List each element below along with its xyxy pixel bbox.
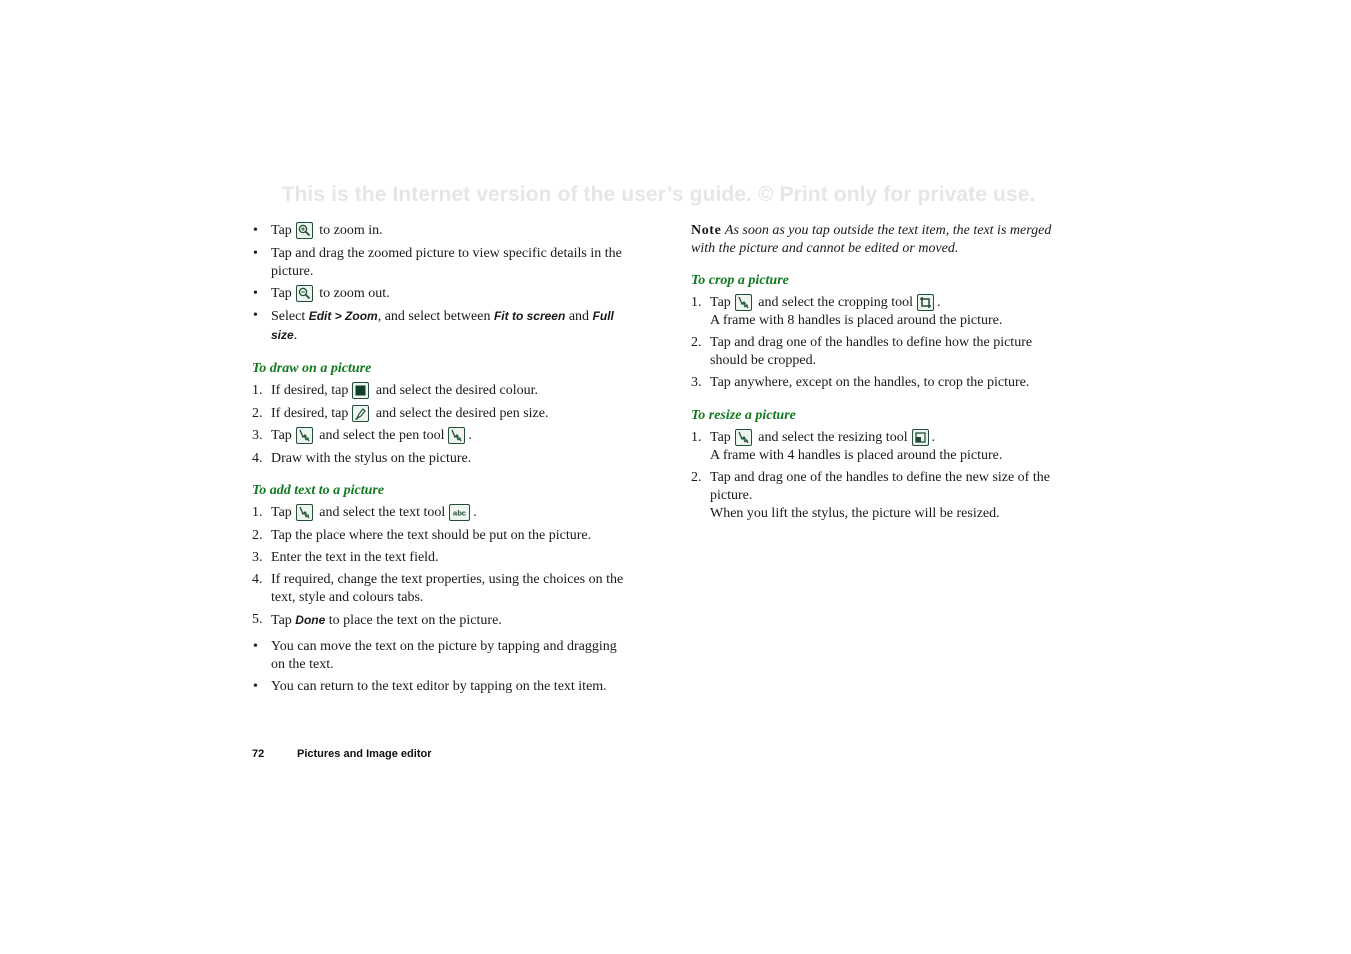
crop-steps	[691, 294, 1063, 396]
heading-resize: To resize a picture	[691, 408, 796, 423]
list-item: 3. Enter the text in the text field.	[252, 550, 439, 565]
tools-icon	[296, 427, 313, 444]
tools-icon	[296, 504, 313, 521]
tools-icon	[735, 429, 752, 446]
resize-tool-icon	[912, 429, 929, 446]
menu-path-edit-zoom: Edit > Zoom	[308, 309, 378, 323]
list-item: • Select Edit > Zoom, and select between Fit to screen and Full size.	[253, 308, 614, 343]
list-item: 3. Tap and select the pen tool .	[252, 428, 472, 443]
list-item: 1. Tap and select the text tool abc .	[252, 505, 477, 520]
page-footer	[252, 745, 432, 763]
list-item: 2. Tap and drag one of the handles to define the new size of the picture. When you lift the stylus, the picture will be resized.	[691, 470, 1050, 521]
watermark: This is the Internet version of the user’s guide. © Print only for private use.	[281, 183, 1036, 206]
list-item: 1. Tap and select the resizing tool . A frame with 4 handles is placed around the picture.	[691, 430, 1003, 463]
section-title: Pictures and Image editor	[297, 748, 432, 760]
list-item: • You can return to the text editor by tapping on the text item.	[253, 679, 607, 694]
crop-tool-icon	[917, 294, 934, 311]
pen-size-icon	[352, 405, 369, 422]
zoom-list	[252, 222, 624, 343]
left-column	[252, 222, 624, 696]
list-item: 4. Draw with the stylus on the picture.	[252, 451, 472, 466]
page-number: 72	[252, 748, 265, 760]
zoom-out-icon	[296, 285, 313, 302]
option-fit-to-screen: Fit to screen	[493, 309, 566, 323]
list-item: 1. Tap and select the cropping tool . A frame with 8 handles is placed around the picture.	[691, 295, 1003, 328]
heading-crop: To crop a picture	[691, 273, 789, 288]
list-item: • Tap and drag the zoomed picture to view specific details in the picture.	[253, 246, 622, 279]
zoom-in-icon	[296, 222, 313, 239]
list-item: 2. Tap and drag one of the handles to define how the picture should be cropped.	[691, 335, 1033, 368]
done-command: Done	[295, 613, 326, 627]
list-item: 2. Tap the place where the text should be put on the picture.	[252, 528, 592, 543]
right-column	[691, 222, 1063, 523]
list-item: 2. If desired, tap and select the desired pen size.	[252, 406, 549, 421]
note-label: Note	[691, 223, 722, 238]
text-steps	[252, 504, 624, 638]
text-tool-icon	[449, 504, 470, 521]
list-item: 4. If required, change the text properties, using the choices on the text, style and colours tabs.	[252, 572, 624, 605]
list-item: 1. If desired, tap and select the desired colour.	[252, 383, 538, 398]
svg-text:abc: abc	[453, 508, 467, 518]
pen-tool-icon	[448, 427, 465, 444]
note-text: As soon as you tap outside the text item, the text is merged with the picture and cannot be edited or moved.	[691, 223, 1052, 256]
list-item: • Tap to zoom in.	[253, 223, 383, 238]
tools-icon	[735, 294, 752, 311]
colour-icon	[352, 382, 369, 399]
list-item: 5. Tap Done to place the text on the picture.	[252, 612, 502, 628]
resize-steps	[691, 429, 1063, 523]
note	[691, 222, 1063, 263]
list-item: • You can move the text on the picture by tapping and dragging on the text.	[253, 639, 617, 672]
heading-add-text: To add text to a picture	[252, 483, 385, 498]
list-item: 3. Tap anywhere, except on the handles, to crop the picture.	[691, 375, 1030, 390]
draw-steps	[252, 382, 624, 472]
heading-draw: To draw on a picture	[252, 361, 372, 376]
option-full-size: Full size	[271, 309, 614, 342]
text-notes	[252, 638, 624, 696]
list-item: • Tap to zoom out.	[253, 286, 390, 301]
